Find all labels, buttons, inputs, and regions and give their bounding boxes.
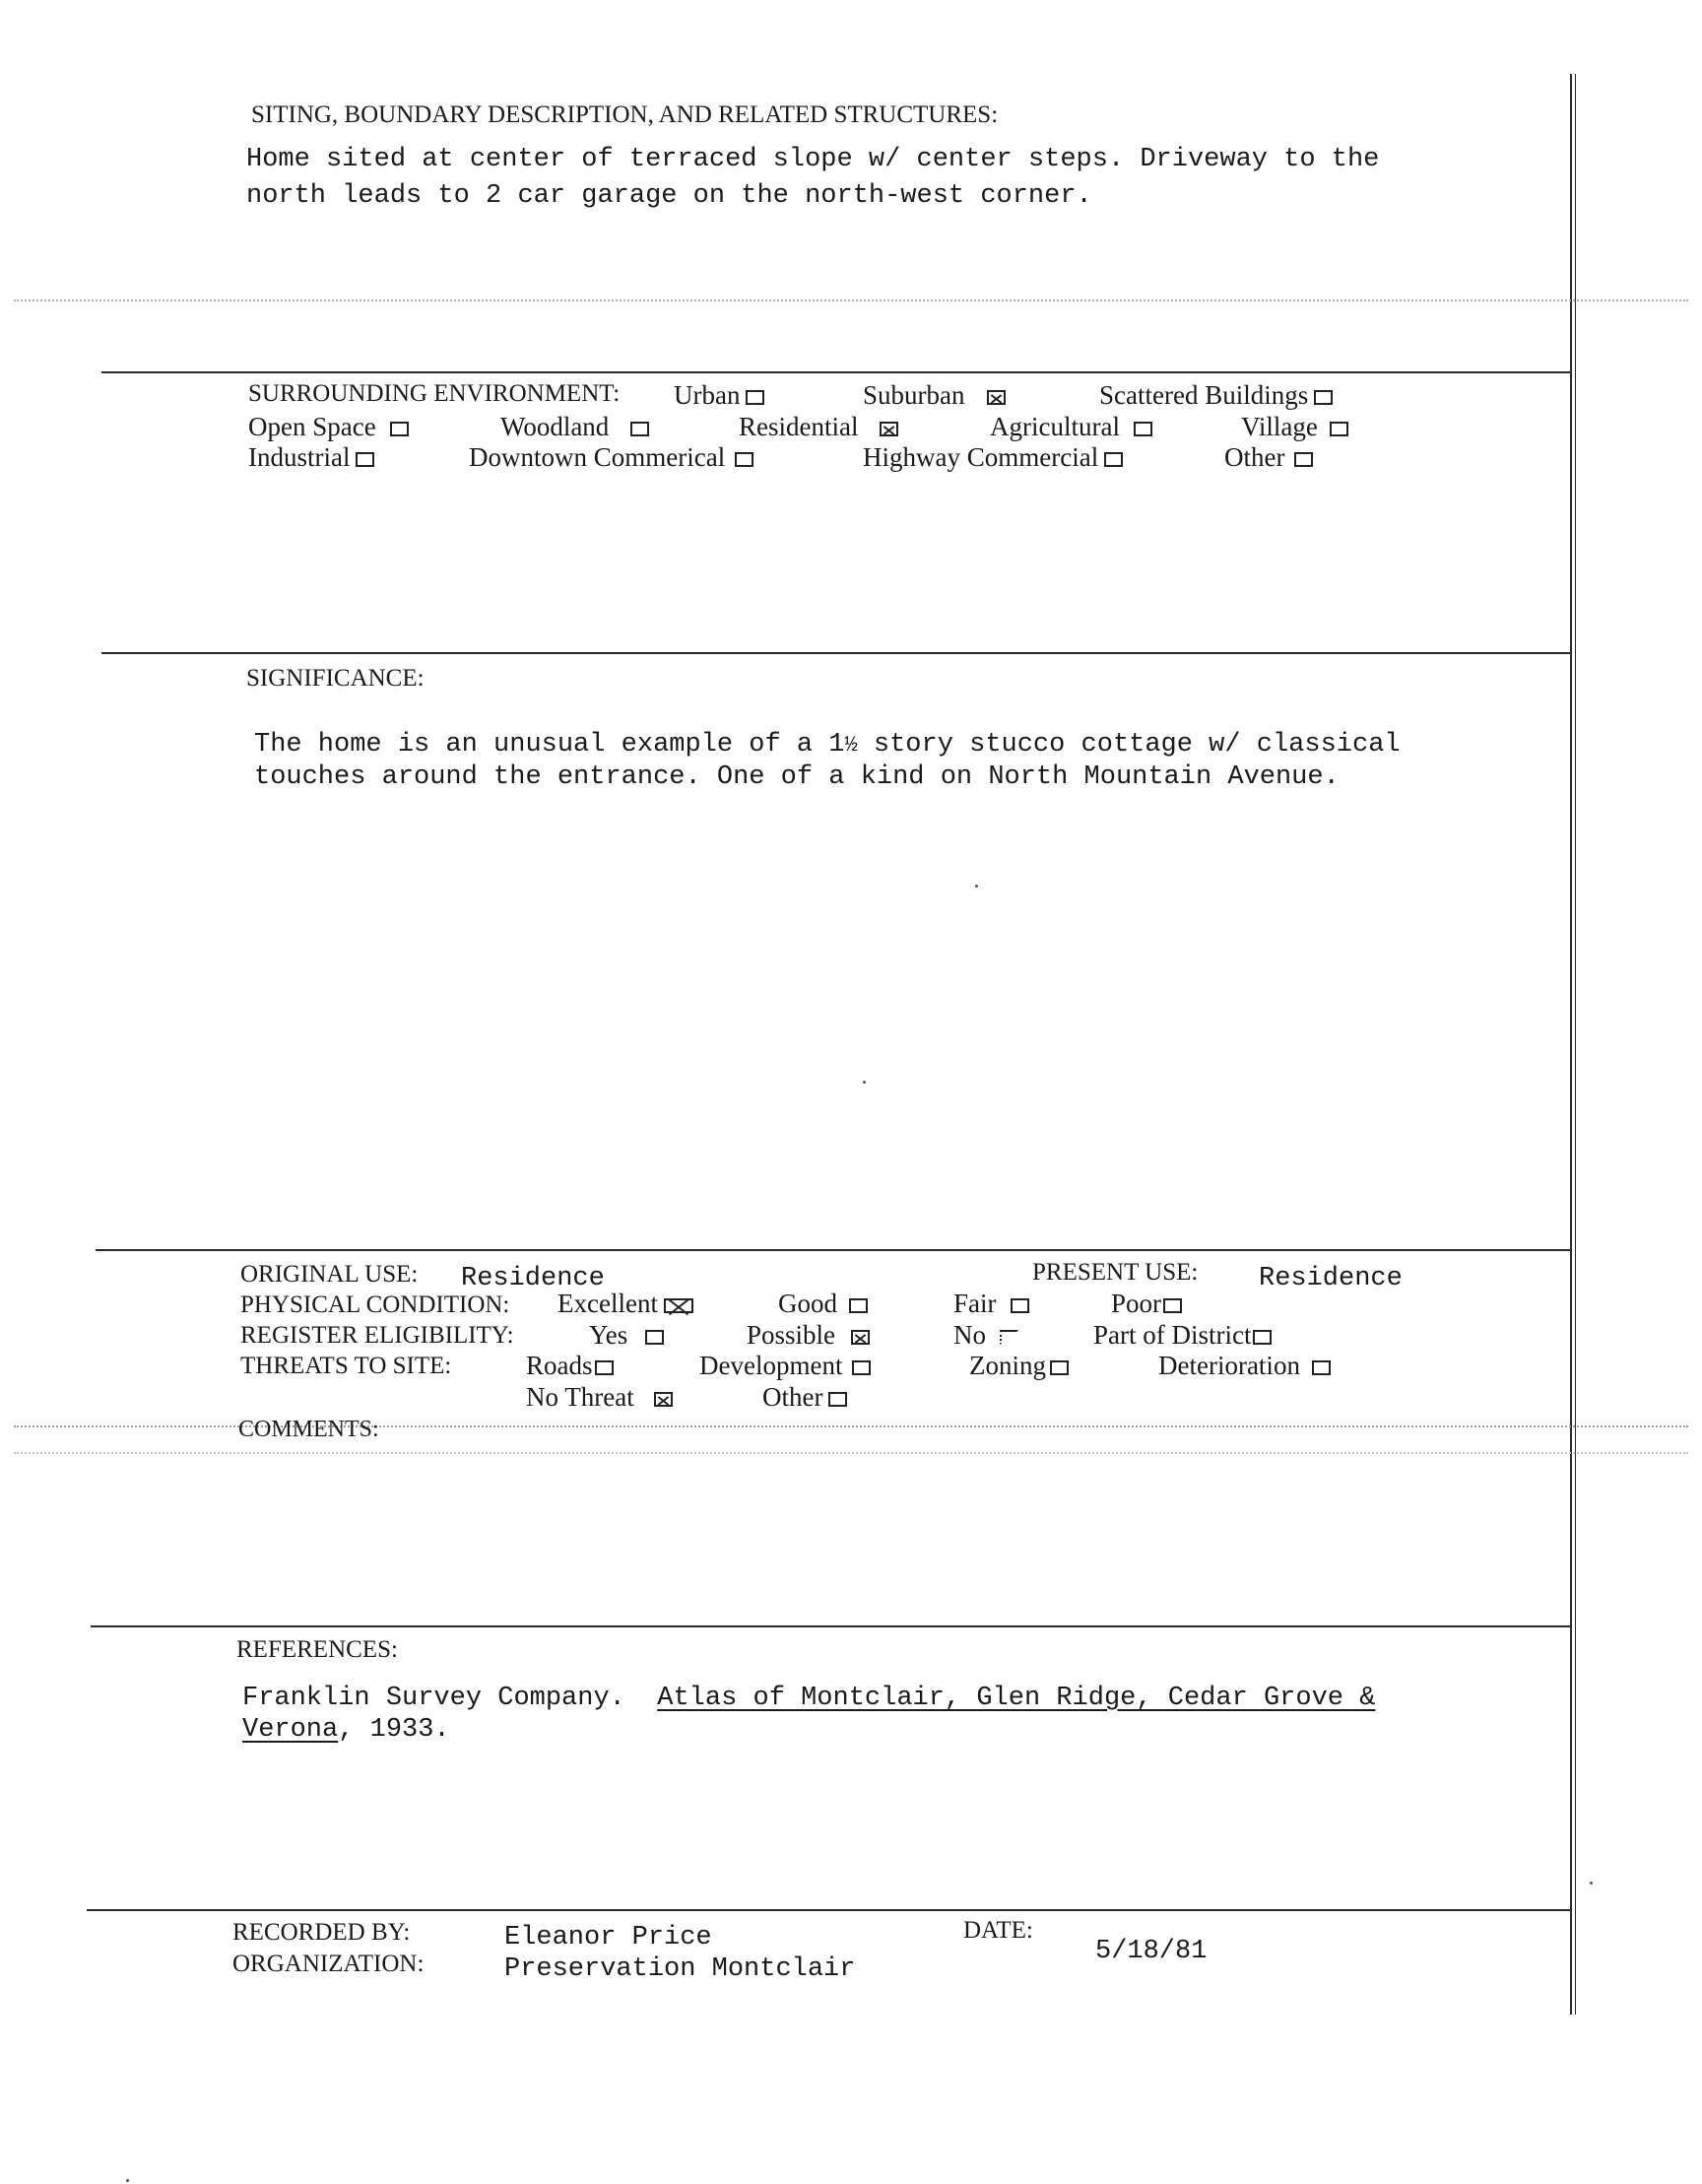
scan-speck: [975, 885, 978, 888]
no-label: No: [953, 1320, 986, 1350]
present-use-value: Residence: [1259, 1264, 1403, 1293]
section-divider: [91, 1625, 1572, 1627]
organization-value: Preservation Montclair: [504, 1954, 856, 1984]
district-label: Part of District: [1093, 1320, 1252, 1350]
yes-checkbox[interactable]: [645, 1330, 664, 1345]
section-divider: [87, 1909, 1572, 1911]
deterioration-checkbox[interactable]: [1312, 1360, 1331, 1375]
condition-good[interactable]: [778, 1289, 868, 1319]
zoning-label: Zoning: [969, 1351, 1046, 1380]
siting-text-line2: north leads to 2 car garage on the north-west corner.: [246, 181, 1092, 211]
other-env-label: Other: [1224, 442, 1285, 472]
open-space-label: Open Space: [248, 412, 376, 441]
option-village[interactable]: [1241, 412, 1348, 442]
eligibility-no[interactable]: [953, 1320, 1018, 1351]
eligibility-district[interactable]: [1093, 1320, 1272, 1351]
comments-label: COMMENTS:: [238, 1417, 379, 1442]
condition-poor[interactable]: [1111, 1289, 1182, 1319]
option-urban[interactable]: [674, 380, 764, 411]
option-downtown[interactable]: [469, 442, 753, 473]
scan-artifact-line: [14, 299, 1688, 301]
threat-no-threat[interactable]: [526, 1382, 673, 1413]
scan-speck: [863, 1081, 866, 1084]
environment-heading: SURROUNDING ENVIRONMENT:: [248, 380, 621, 407]
threats-label: THREATS TO SITE:: [240, 1353, 452, 1379]
scattered-checkbox[interactable]: [1314, 390, 1333, 405]
downtown-checkbox[interactable]: [735, 452, 753, 467]
other-env-checkbox[interactable]: [1294, 452, 1313, 467]
other-threat-label: Other: [762, 1382, 823, 1412]
no-threat-checkbox[interactable]: [654, 1392, 673, 1407]
agricultural-label: Agricultural: [990, 412, 1120, 441]
eligibility-label: REGISTER ELIGIBILITY:: [240, 1322, 514, 1349]
scattered-label: Scattered Buildings: [1099, 380, 1309, 410]
zoning-checkbox[interactable]: [1050, 1360, 1069, 1375]
urban-checkbox[interactable]: [746, 390, 764, 405]
no-threat-label: No Threat: [526, 1382, 634, 1412]
condition-fair[interactable]: [953, 1289, 1029, 1319]
roads-checkbox[interactable]: [595, 1360, 614, 1375]
urban-label: Urban: [674, 380, 741, 410]
highway-checkbox[interactable]: [1104, 452, 1123, 467]
right-margin-rule-inner: [1575, 74, 1576, 2015]
deterioration-label: Deterioration: [1158, 1351, 1300, 1380]
threat-deterioration[interactable]: [1158, 1351, 1331, 1381]
roads-label: Roads: [526, 1351, 593, 1380]
siting-text-line1: Home sited at center of terraced slope w/ center steps. Driveway to the: [246, 145, 1380, 174]
other-threat-checkbox[interactable]: [828, 1392, 847, 1407]
significance-line1-start: The home is an unusual example of a 1: [254, 730, 845, 760]
suburban-checkbox[interactable]: [987, 390, 1006, 405]
reference-title: Atlas of Montclair, Glen Ridge, Cedar Grove &: [657, 1684, 1376, 1713]
option-scattered[interactable]: [1099, 380, 1333, 411]
section-divider: [101, 652, 1572, 654]
poor-checkbox[interactable]: [1163, 1298, 1182, 1313]
residential-label: Residential: [739, 412, 859, 441]
reference-title-cont: Verona: [242, 1715, 339, 1745]
condition-excellent[interactable]: [557, 1289, 693, 1319]
significance-fraction: ½: [844, 733, 858, 758]
siting-heading: SITING, BOUNDARY DESCRIPTION, AND RELATED STRUCTURES:: [251, 101, 999, 128]
significance-text-line1: [254, 730, 1401, 760]
reference-author: Franklin Survey Company.: [242, 1684, 625, 1713]
good-label: Good: [778, 1289, 837, 1318]
reference-line2: [242, 1715, 450, 1745]
village-checkbox[interactable]: [1330, 422, 1348, 436]
fair-label: Fair: [953, 1289, 997, 1318]
recorded-by-label: RECORDED BY:: [232, 1919, 411, 1946]
references-heading: REFERENCES:: [236, 1636, 398, 1663]
scan-speck: [1590, 1882, 1593, 1885]
option-residential[interactable]: [739, 412, 898, 442]
agricultural-checkbox[interactable]: [1134, 422, 1152, 436]
possible-checkbox[interactable]: [851, 1330, 870, 1345]
present-use-label: PRESENT USE:: [1032, 1259, 1199, 1286]
reference-year: , 1933.: [338, 1715, 450, 1745]
eligibility-possible[interactable]: [747, 1320, 870, 1351]
downtown-label: Downtown Commerical: [469, 442, 726, 472]
reference-line1: [242, 1684, 1375, 1713]
excellent-label: Excellent: [557, 1289, 658, 1318]
original-use-value: Residence: [461, 1264, 605, 1293]
threat-zoning[interactable]: [969, 1351, 1069, 1381]
option-industrial[interactable]: [248, 442, 374, 473]
option-highway[interactable]: [863, 442, 1123, 473]
significance-heading: SIGNIFICANCE:: [246, 665, 425, 692]
option-woodland[interactable]: [500, 412, 649, 442]
suburban-label: Suburban: [863, 380, 965, 410]
industrial-label: Industrial: [248, 442, 351, 472]
original-use-label: ORIGINAL USE:: [240, 1261, 419, 1288]
yes-label: Yes: [589, 1320, 628, 1350]
poor-label: Poor: [1111, 1289, 1162, 1318]
section-divider: [101, 371, 1572, 373]
organization-label: ORGANIZATION:: [232, 1951, 425, 1977]
recorded-by-value: Eleanor Price: [504, 1923, 712, 1952]
highway-label: Highway Commercial: [863, 442, 1099, 472]
open-space-checkbox[interactable]: [390, 422, 409, 436]
village-label: Village: [1241, 412, 1318, 441]
section-divider: [96, 1249, 1572, 1251]
residential-checkbox[interactable]: [880, 422, 898, 436]
woodland-label: Woodland: [500, 412, 610, 441]
development-label: Development: [699, 1351, 843, 1380]
scan-artifact-line: [14, 1452, 1688, 1454]
threat-roads[interactable]: [526, 1351, 614, 1381]
date-value: 5/18/81: [1095, 1937, 1208, 1966]
condition-label: PHYSICAL CONDITION:: [240, 1291, 510, 1318]
eligibility-yes[interactable]: [589, 1320, 664, 1351]
excellent-checkbox[interactable]: [664, 1298, 693, 1313]
development-checkbox[interactable]: [852, 1360, 871, 1375]
scan-speck: [126, 2179, 129, 2182]
no-checkbox[interactable]: [1000, 1330, 1018, 1345]
date-label: DATE:: [963, 1917, 1033, 1944]
option-open-space[interactable]: [248, 412, 409, 442]
fair-checkbox[interactable]: [1011, 1298, 1029, 1313]
woodland-checkbox[interactable]: [630, 422, 649, 436]
good-checkbox[interactable]: [849, 1298, 868, 1313]
significance-line1-end: story stucco cottage w/ classical: [857, 730, 1401, 760]
option-other-env[interactable]: [1224, 442, 1313, 473]
option-suburban[interactable]: [863, 380, 1006, 411]
industrial-checkbox[interactable]: [356, 452, 374, 467]
significance-text-line2: touches around the entrance. One of a kind on North Mountain Avenue.: [254, 762, 1340, 792]
right-margin-rule: [1570, 74, 1572, 2015]
possible-label: Possible: [747, 1320, 836, 1350]
district-checkbox[interactable]: [1253, 1330, 1272, 1345]
option-agricultural[interactable]: [990, 412, 1152, 442]
threat-other[interactable]: [762, 1382, 847, 1413]
threat-development[interactable]: [699, 1351, 871, 1381]
